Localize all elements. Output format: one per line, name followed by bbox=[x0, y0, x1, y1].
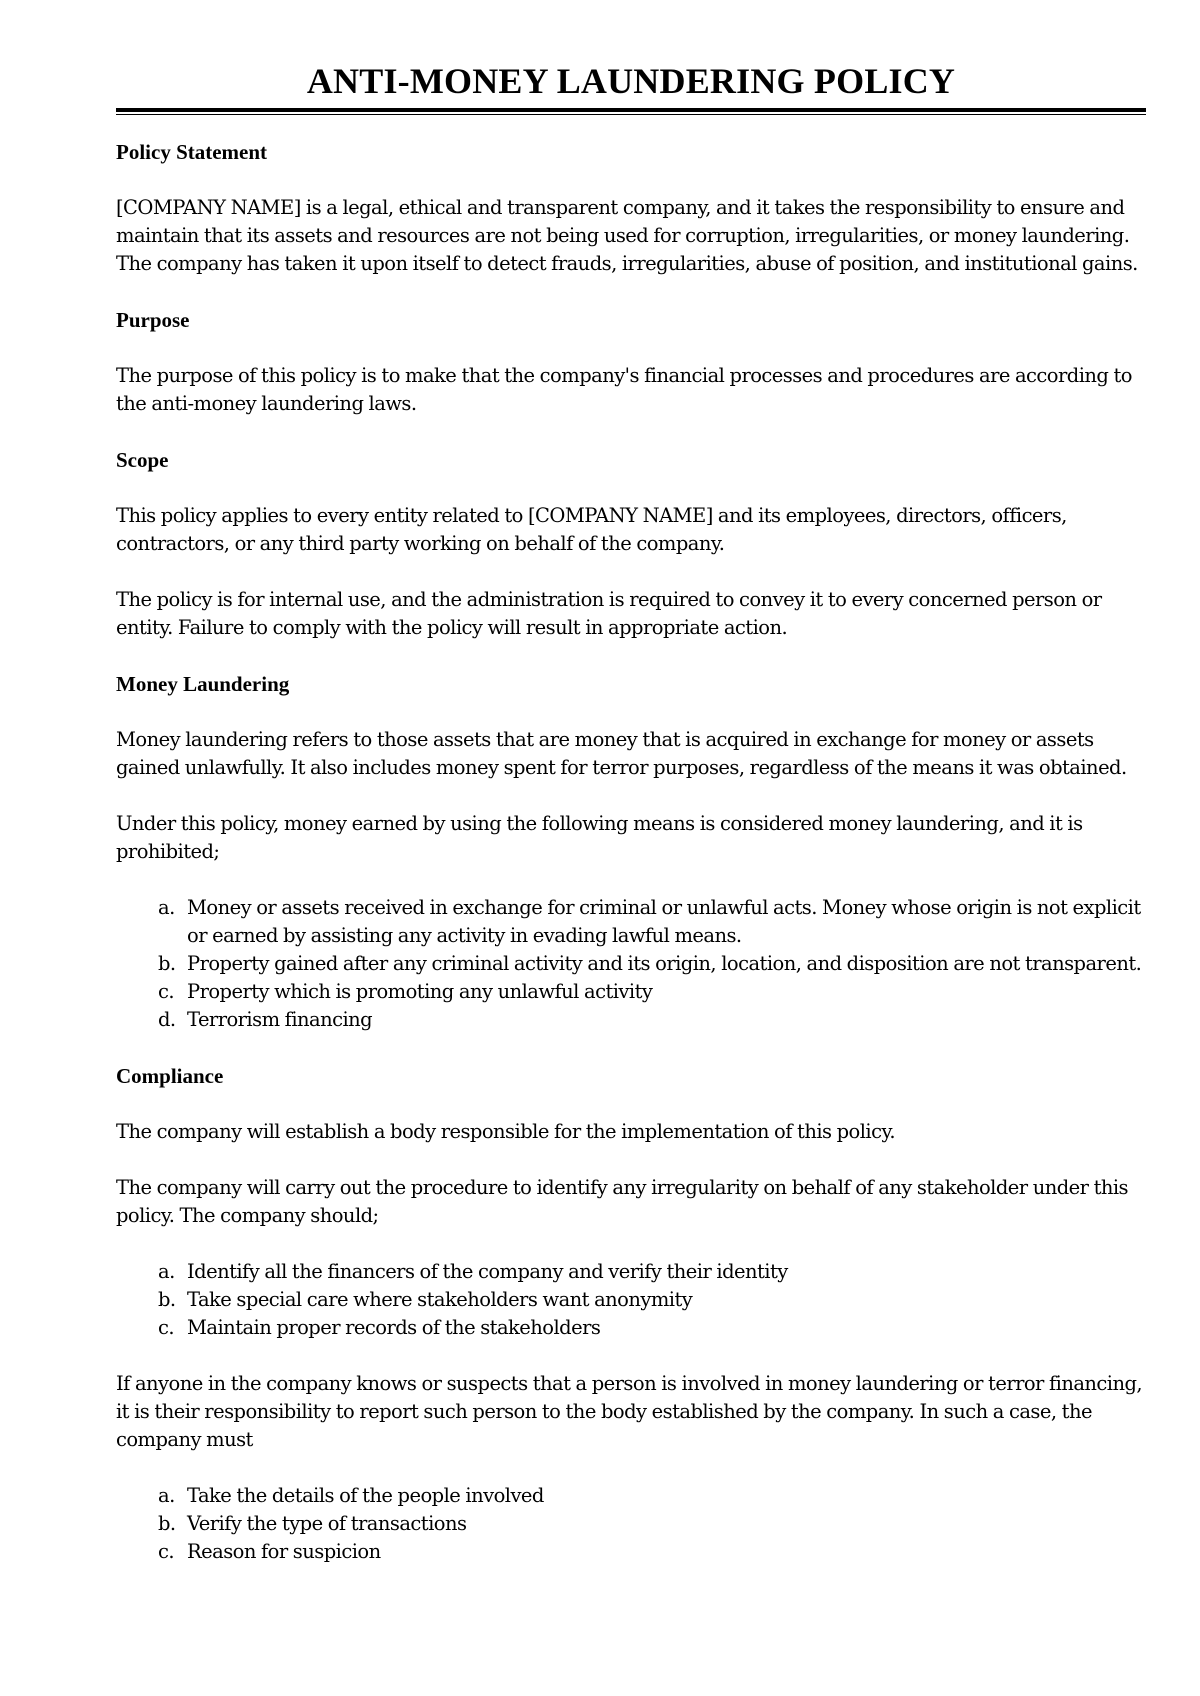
list-item-text: Money or assets received in exchange for criminal or unlawful acts. Money whose origin is not explicit or earned by assisting any activity in evading lawful means. bbox=[187, 896, 1141, 947]
list-marker: c. bbox=[158, 1316, 175, 1339]
list-item bbox=[116, 1538, 1146, 1566]
list-item bbox=[116, 1510, 1146, 1538]
list-item bbox=[116, 894, 1146, 950]
list-item bbox=[116, 1286, 1146, 1314]
heading-purpose: Purpose bbox=[116, 308, 190, 332]
heading-money-laundering: Money Laundering bbox=[116, 672, 290, 696]
list-item-text: Property which is promoting any unlawful activity bbox=[187, 980, 653, 1003]
document-title: ANTI-MONEY LAUNDERING POLICY bbox=[306, 61, 956, 101]
list-item-text: Property gained after any criminal activity and its origin, location, and disposition are not transparent. bbox=[187, 952, 1142, 975]
heading-policy-statement: Policy Statement bbox=[116, 140, 268, 164]
list-marker: b. bbox=[158, 952, 176, 975]
policy-statement-paragraph: [COMPANY NAME] is a legal, ethical and transparent company, and it takes the responsibility to ensure and maintain that its assets and resources are not being used for corruption, irregularities, or money laundering. The company has taken it upon itself to detect frauds, irregularities, abuse of position, and institutional gains. bbox=[116, 196, 1138, 275]
list-marker: a. bbox=[158, 896, 175, 919]
list-item bbox=[116, 1006, 1146, 1034]
list-item-text: Identify all the financers of the company and verify their identity bbox=[187, 1260, 788, 1283]
purpose-paragraph: The purpose of this policy is to make that the company's financial processes and procedures are according to the anti-money laundering laws. bbox=[116, 364, 1132, 415]
list-marker: d. bbox=[158, 1008, 176, 1031]
list-item-text: Take special care where stakeholders want anonymity bbox=[187, 1288, 693, 1311]
list-item-text: Take the details of the people involved bbox=[187, 1484, 544, 1507]
scope-paragraph-1: This policy applies to every entity related to [COMPANY NAME] and its employees, directors, officers, contractors, or any third party working on behalf of the company. bbox=[116, 504, 1067, 555]
list-item-text: Reason for suspicion bbox=[187, 1540, 381, 1563]
list-marker: c. bbox=[158, 980, 175, 1003]
list-marker: a. bbox=[158, 1260, 175, 1283]
list-marker: b. bbox=[158, 1288, 176, 1311]
list-item bbox=[116, 950, 1146, 978]
scope-paragraph-2: The policy is for internal use, and the administration is required to convey it to every concerned person or entity. Failure to comply with the policy will result in appropriate action. bbox=[116, 588, 1102, 639]
list-item bbox=[116, 1258, 1146, 1286]
list-item-text: Terrorism financing bbox=[187, 1008, 373, 1031]
compliance-list-2 bbox=[116, 1482, 1146, 1566]
list-marker: c. bbox=[158, 1540, 175, 1563]
title-double-rule bbox=[116, 108, 1146, 115]
compliance-paragraph-2: The company will carry out the procedure to identify any irregularity on behalf of any stakeholder under this policy. The company should; bbox=[116, 1176, 1129, 1227]
list-item-text: Maintain proper records of the stakeholders bbox=[187, 1316, 601, 1339]
heading-scope: Scope bbox=[116, 448, 169, 472]
money-laundering-paragraph-1: Money laundering refers to those assets that are money that is acquired in exchange for money or assets gained unlawfully. It also includes money spent for terror purposes, regardless of the means it was obtained. bbox=[116, 728, 1127, 779]
list-item bbox=[116, 978, 1146, 1006]
list-marker: b. bbox=[158, 1512, 176, 1535]
list-item-text: Verify the type of transactions bbox=[187, 1512, 467, 1535]
compliance-list-1 bbox=[116, 1258, 1146, 1342]
list-item bbox=[116, 1314, 1146, 1342]
list-marker: a. bbox=[158, 1484, 175, 1507]
compliance-paragraph-3: If anyone in the company knows or suspects that a person is involved in money laundering or terror financing, it is their responsibility to report such person to the body established by the company. In such a case, the company must bbox=[116, 1372, 1143, 1451]
heading-compliance: Compliance bbox=[116, 1064, 224, 1088]
list-item bbox=[116, 1482, 1146, 1510]
compliance-paragraph-1: The company will establish a body responsible for the implementation of this policy. bbox=[116, 1120, 896, 1143]
document-page bbox=[116, 60, 1146, 1566]
money-laundering-list bbox=[116, 894, 1146, 1034]
money-laundering-paragraph-2: Under this policy, money earned by using the following means is considered money laundering, and it is prohibited; bbox=[116, 812, 1083, 863]
